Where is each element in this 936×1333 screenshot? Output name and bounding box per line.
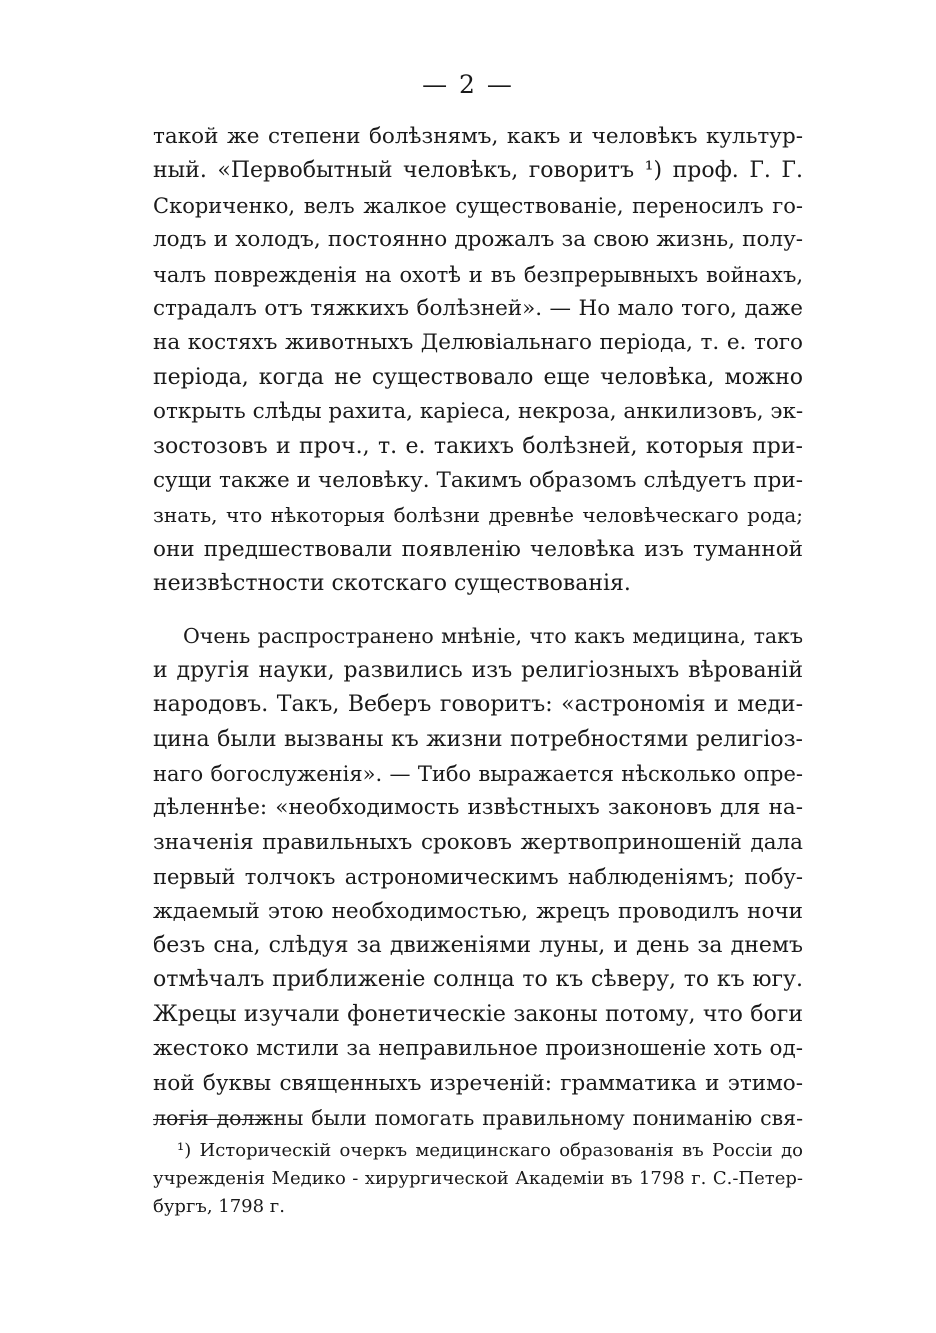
text-line: зостозовъ и проч., т. е. такихъ болѣзней, которыя при- bbox=[153, 433, 803, 459]
text-line: періода, когда не существовало еще человѣка, можно bbox=[153, 364, 803, 390]
text-line: жестоко мстили за неправильное произношеніе хоть од- bbox=[153, 1036, 803, 1062]
text-line: значенія правильныхъ сроковъ жертвоприношеній дала bbox=[153, 829, 803, 855]
text-line: дѣленнѣе: «необходимость извѣстныхъ законовъ для на- bbox=[153, 795, 803, 821]
text-line: наго богослуженія». — Тибо выражается нѣсколько опре- bbox=[153, 762, 803, 787]
text-line: знать, что нѣкоторыя болѣзни древнѣе человѣческаго рода; bbox=[153, 503, 803, 528]
text-line: отмѣчалъ приближеніе солнца то къ сѣверу, то къ югу. bbox=[153, 967, 803, 993]
page-number: — 2 — bbox=[422, 70, 514, 99]
text-line: логія должны были помогать правильному пониманію свя- bbox=[153, 1105, 803, 1130]
text-line: ный. «Первобытный человѣкъ, говоритъ ¹) проф. Г. Г. bbox=[153, 158, 803, 184]
text-line: ждаемый этою необходимостью, жрецъ проводилъ ночи bbox=[153, 898, 803, 924]
text-line: первый толчокъ астрономическимъ наблюденіямъ; побу- bbox=[153, 865, 803, 890]
text-line: на костяхъ животныхъ Делювіальнаго періода, т. е. того bbox=[153, 330, 803, 356]
paragraph-2 bbox=[153, 619, 803, 1135]
text-line: цина были вызваны къ жизни потребностями религіоз- bbox=[153, 726, 803, 752]
footnote-line: ¹) Историческій очеркъ медицинскаго образованія въ Россіи до bbox=[177, 1140, 803, 1161]
text-line: ной буквы священныхъ изреченій: грамматика и этимо- bbox=[153, 1070, 803, 1096]
text-line: Очень распространено мнѣніе, что какъ медицина, такъ bbox=[183, 624, 803, 649]
text-line: безъ сна, слѣдуя за движеніями луны, и день за днемъ bbox=[153, 932, 803, 958]
text-line: сущи также и человѣку. Такимъ образомъ слѣдуетъ при- bbox=[153, 467, 803, 493]
footnote bbox=[153, 1137, 803, 1221]
text-line: Жрецы изучали фонетическіе законы потому, что боги bbox=[153, 1001, 803, 1027]
text-line: неизвѣстности скотскаго существованія. bbox=[153, 571, 631, 597]
text-line: страдалъ отъ тяжкихъ болѣзней». — Но мало того, даже bbox=[153, 295, 803, 321]
paragraph-gap bbox=[153, 601, 803, 619]
paragraph-1 bbox=[153, 120, 803, 601]
text-line: чалъ поврежденія на охотѣ и въ безпрерывныхъ войнахъ, bbox=[153, 262, 803, 287]
text-line: открыть слѣды рахита, каріеса, некроза, анкилизовъ, эк- bbox=[153, 399, 804, 425]
footnote-line: бургъ, 1798 г. bbox=[153, 1196, 285, 1217]
text-line: они предшествовали появленію человѣка изъ туманной bbox=[153, 536, 803, 562]
footnote-divider bbox=[153, 1119, 273, 1120]
footnote-line: учрежденія Медико - хирургической Академіи въ 1798 г. С.-Петер- bbox=[153, 1168, 803, 1189]
text-line: Скориченко, велъ жалкое существованіе, переносилъ го- bbox=[153, 193, 803, 218]
body-text bbox=[153, 120, 803, 1135]
text-line: лодъ и холодъ, постоянно дрожалъ за свою жизнь, полу- bbox=[153, 227, 803, 253]
text-line: такой же степени болѣзнямъ, какъ и человѣкъ культур- bbox=[153, 124, 803, 149]
text-line: и другія науки, развились изъ религіозныхъ вѣрованій bbox=[153, 657, 803, 683]
text-line: народовъ. Такъ, Веберъ говоритъ: «астрономія и меди- bbox=[153, 692, 803, 718]
